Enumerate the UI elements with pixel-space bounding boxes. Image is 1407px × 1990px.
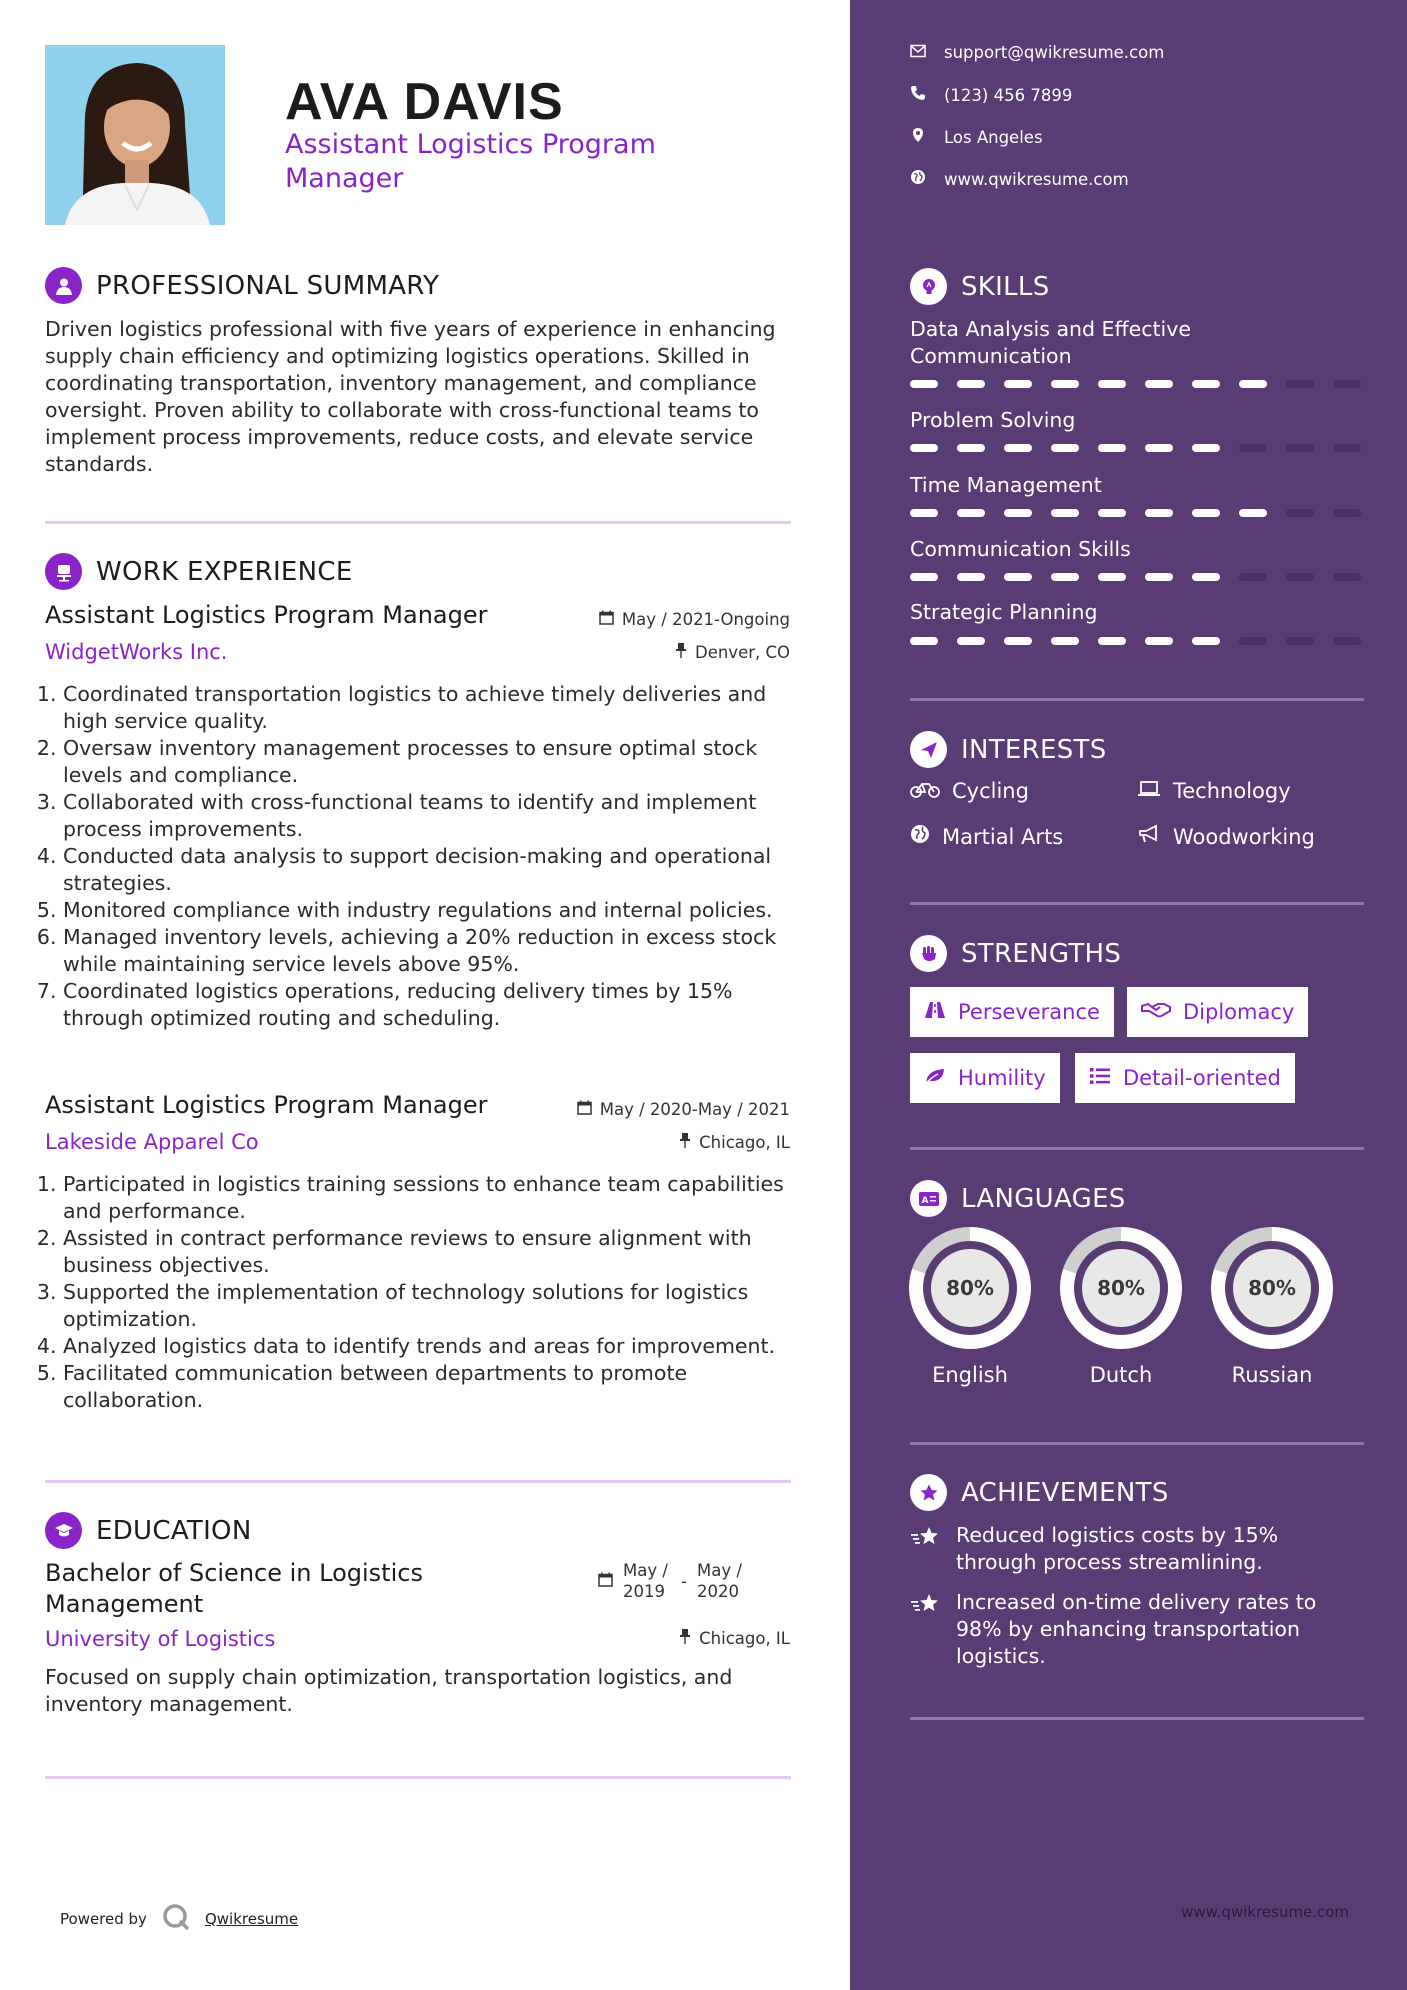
- list-item: 2. Assisted in contract performance reviews to ensure alignment with business objectives.: [63, 1225, 795, 1279]
- interest-item: [910, 779, 1029, 803]
- list-icon: [1089, 1066, 1111, 1090]
- date-separator: -: [681, 1572, 687, 1591]
- skill-dot-filled: [1051, 509, 1079, 517]
- list-item: 2. Oversaw inventory management processes to ensure optimal stock levels and compliance.: [63, 735, 795, 789]
- skill-name: Communication Skills: [910, 537, 1131, 561]
- language-percent: 80%: [1233, 1249, 1311, 1327]
- skill-dot-filled: [1145, 573, 1173, 581]
- handshake-icon: [1141, 1000, 1171, 1024]
- education-start: May / 2019: [623, 1561, 668, 1601]
- email-text: support@qwikresume.com: [944, 43, 1165, 62]
- sidebar-divider: [910, 1147, 1364, 1150]
- skill-dot-empty: [1286, 573, 1314, 581]
- skill-dot-empty: [1286, 444, 1314, 452]
- strength-pill: [910, 1053, 1060, 1103]
- section-divider: [45, 521, 791, 524]
- achievement-text: Reduced logistics costs by 15% through process streamlining.: [956, 1523, 1279, 1574]
- skill-dot-filled: [910, 573, 938, 581]
- job-date: [577, 1100, 790, 1119]
- skill-dot-filled: [1051, 380, 1079, 388]
- star-badge-icon: [910, 1474, 947, 1511]
- skill-dot-filled: [1004, 573, 1032, 581]
- calendar-icon: [599, 610, 614, 629]
- job-title: Assistant Logistics Program Manager: [45, 601, 488, 629]
- skill-dot-empty: [1239, 444, 1267, 452]
- skill-dot-filled: [1004, 637, 1032, 645]
- achievement-text: Increased on-time delivery rates to 98% by enhancing transportation logistics.: [956, 1590, 1317, 1668]
- sidebar-divider: [910, 1442, 1364, 1445]
- skill-dot-filled: [1145, 444, 1173, 452]
- skill-dot-filled: [1192, 573, 1220, 581]
- briefcase-icon: [45, 553, 82, 590]
- skill-rating: [910, 444, 1361, 452]
- skill-dot-filled: [957, 637, 985, 645]
- skill-dot-filled: [1004, 380, 1032, 388]
- job-date-text: May / 2020-May / 2021: [599, 1100, 790, 1119]
- job-title: Assistant Logistics Program Manager: [45, 1091, 488, 1119]
- achievements-header: [910, 1474, 1169, 1511]
- education-description: Focused on supply chain optimization, transportation logistics, and inventory management.: [45, 1665, 733, 1716]
- interest-label: Woodworking: [1173, 824, 1315, 849]
- skill-dot-filled: [910, 380, 938, 388]
- pin-icon: [679, 1629, 691, 1648]
- achievements-heading: ACHIEVEMENTS: [961, 1477, 1169, 1508]
- job-date: [599, 610, 790, 629]
- skill-dot-filled: [1239, 380, 1267, 388]
- qwikresume-link[interactable]: Qwikresume: [204, 1910, 299, 1928]
- fist-icon: [910, 935, 947, 972]
- skill-dot-empty: [1333, 637, 1361, 645]
- user-icon: [45, 267, 82, 304]
- skill-dot-filled: [910, 444, 938, 452]
- interests-header: [910, 731, 1107, 768]
- qwikresume-logo-icon: [161, 1902, 191, 1936]
- sidebar-divider: [910, 902, 1364, 905]
- interest-label: Martial Arts: [942, 824, 1064, 849]
- list-item: 5. Monitored compliance with industry regulations and internal policies.: [63, 897, 795, 924]
- language-ring: [909, 1227, 1031, 1349]
- interest-item: [910, 824, 1063, 849]
- skill-rating: [910, 509, 1361, 517]
- skill-rating: [910, 573, 1361, 581]
- interest-label: Technology: [1173, 779, 1291, 803]
- language-icon: [910, 1180, 947, 1217]
- strength-pill: [1127, 987, 1308, 1037]
- education-dates: [598, 1560, 745, 1602]
- education-header: [45, 1512, 252, 1549]
- candidate-name: AVA DAVIS: [285, 73, 564, 131]
- skill-dot-filled: [1192, 444, 1220, 452]
- phone-text: (123) 456 7899: [944, 85, 1073, 105]
- company-name: Lakeside Apparel Co: [45, 1130, 259, 1154]
- envelope-icon: [910, 43, 926, 62]
- job-date-text: May / 2021-Ongoing: [621, 610, 790, 629]
- list-item: 4. Conducted data analysis to support decision-making and operational strategies.: [63, 843, 795, 897]
- graduation-cap-icon: [45, 1512, 82, 1549]
- job-location: [679, 1133, 790, 1152]
- skill-dot-filled: [1098, 637, 1126, 645]
- contact-phone[interactable]: [910, 85, 1072, 105]
- pin-icon: [679, 1133, 691, 1152]
- strength-label: Perseverance: [958, 1000, 1100, 1024]
- list-item: 1. Participated in logistics training sessions to enhance team capabilities and performance.: [63, 1171, 795, 1225]
- language-name: English: [932, 1363, 1008, 1387]
- list-item: 3. Collaborated with cross-functional teams to identify and implement process improvements.: [63, 789, 795, 843]
- experience-header: [45, 553, 353, 590]
- globe-icon: [910, 169, 926, 189]
- skill-dot-filled: [1004, 444, 1032, 452]
- job-duties: [45, 681, 795, 1032]
- skill-dot-empty: [1333, 509, 1361, 517]
- list-item: 3. Supported the implementation of technology solutions for logistics optimization.: [63, 1279, 795, 1333]
- strength-label: Detail-oriented: [1123, 1066, 1281, 1090]
- section-divider: [45, 1776, 791, 1779]
- company-name: WidgetWorks Inc.: [45, 640, 228, 664]
- skill-dot-filled: [1145, 637, 1173, 645]
- experience-heading: WORK EXPERIENCE: [96, 556, 353, 587]
- skill-dot-filled: [957, 380, 985, 388]
- skill-dot-filled: [957, 444, 985, 452]
- shooting-star-icon: [910, 1525, 942, 1576]
- skill-dot-filled: [1145, 380, 1173, 388]
- skill-dot-empty: [1333, 573, 1361, 581]
- bicycle-icon: [910, 779, 940, 803]
- school-name: University of Logistics: [45, 1627, 276, 1651]
- location-text: Los Angeles: [944, 127, 1043, 147]
- strength-label: Humility: [958, 1066, 1046, 1090]
- skill-dot-filled: [1239, 509, 1267, 517]
- job-location-text: Denver, CO: [694, 643, 790, 662]
- strengths-heading: STRENGTHS: [961, 938, 1122, 969]
- education-end: May / 2020: [696, 1561, 742, 1601]
- powered-by-label: Powered by: [60, 1910, 147, 1928]
- job-location-text: Chicago, IL: [699, 1133, 790, 1152]
- skill-dot-filled: [1098, 573, 1126, 581]
- skill-dot-filled: [1051, 444, 1079, 452]
- skill-dot-filled: [1004, 509, 1032, 517]
- language-percent: 80%: [931, 1249, 1009, 1327]
- skill-dot-empty: [1239, 573, 1267, 581]
- road-icon: [924, 1000, 946, 1024]
- skill-dot-filled: [1098, 380, 1126, 388]
- skill-name: Problem Solving: [910, 408, 1076, 432]
- school-location-text: Chicago, IL: [699, 1629, 790, 1648]
- skill-dot-empty: [1286, 637, 1314, 645]
- powered-by: [60, 1902, 298, 1936]
- interests-heading: INTERESTS: [961, 734, 1107, 765]
- skill-dot-filled: [957, 573, 985, 581]
- interest-item: [1137, 824, 1315, 849]
- map-marker-icon: [910, 127, 926, 147]
- list-item: 4. Analyzed logistics data to identify trends and areas for improvement.: [63, 1333, 795, 1360]
- strength-pill: [910, 987, 1114, 1037]
- interest-label: Cycling: [952, 779, 1029, 803]
- skill-name: Data Analysis and Effective Communication: [910, 317, 1191, 368]
- skill-rating: [910, 380, 1361, 388]
- list-item: 7. Coordinated logistics operations, reducing delivery times by 15% through optimized routing and scheduling.: [63, 978, 795, 1032]
- summary-header: [45, 267, 439, 304]
- job-location: [675, 643, 790, 662]
- calendar-icon: [577, 1100, 592, 1119]
- strength-pill: [1075, 1053, 1295, 1103]
- school-location: [679, 1629, 790, 1648]
- profile-photo: [45, 45, 225, 225]
- language-name: Dutch: [1089, 1363, 1153, 1387]
- contact-website[interactable]: [910, 169, 1129, 189]
- globe-icon: [910, 824, 930, 849]
- interest-item: [1137, 779, 1291, 803]
- skill-name: Time Management: [910, 473, 1102, 497]
- education-heading: EDUCATION: [96, 1515, 252, 1546]
- pin-icon: [675, 643, 687, 662]
- candidate-title: Assistant Logistics Program Manager: [285, 129, 656, 194]
- list-item: 6. Managed inventory levels, achieving a 20% reduction in excess stock while maintaining service levels above 95%.: [63, 924, 795, 978]
- skill-dot-empty: [1286, 380, 1314, 388]
- language-ring: [1211, 1227, 1333, 1349]
- skill-dot-filled: [1098, 444, 1126, 452]
- laptop-icon: [1137, 779, 1161, 803]
- skill-dot-filled: [1192, 380, 1220, 388]
- contact-location: [910, 127, 1043, 147]
- skill-dot-filled: [957, 509, 985, 517]
- job-duties: [45, 1171, 795, 1414]
- summary-text: Driven logistics professional with five years of experience in enhancing supply chain efficiency and optimizing logistics operations. Skilled in coordinating transportation, inventory management, and compliance oversight. Proven ability to collaborate with cross-functional teams to implement process improvements, reduce costs, and elevate service standards.: [45, 317, 776, 476]
- list-item: 5. Facilitated communication between departments to promote collaboration.: [63, 1360, 795, 1414]
- skill-dot-empty: [1333, 380, 1361, 388]
- shooting-star-icon: [910, 1592, 942, 1670]
- skill-dot-filled: [1051, 573, 1079, 581]
- achievement-item: [910, 1522, 1350, 1576]
- sidebar-divider: [910, 1717, 1364, 1720]
- skill-dot-empty: [1286, 509, 1314, 517]
- skill-dot-empty: [1239, 637, 1267, 645]
- languages-heading: LANGUAGES: [961, 1183, 1126, 1214]
- strength-label: Diplomacy: [1183, 1000, 1295, 1024]
- svg-text:A: A: [921, 1195, 928, 1206]
- skill-dot-empty: [1333, 444, 1361, 452]
- skills-heading: SKILLS: [961, 271, 1050, 302]
- skills-header: [910, 268, 1050, 305]
- skill-dot-filled: [910, 637, 938, 645]
- achievement-item: [910, 1589, 1350, 1670]
- language-name: Russian: [1231, 1363, 1313, 1387]
- footer-website[interactable]: www.qwikresume.com: [1181, 1903, 1349, 1921]
- skill-dot-filled: [1192, 637, 1220, 645]
- summary-heading: PROFESSIONAL SUMMARY: [96, 270, 440, 301]
- skill-dot-filled: [1098, 509, 1126, 517]
- degree-title: Bachelor of Science in Logistics Management: [45, 1559, 423, 1618]
- languages-header: [910, 1180, 1126, 1217]
- language-percent: 80%: [1082, 1249, 1160, 1327]
- skill-dot-filled: [1051, 637, 1079, 645]
- calendar-icon: [598, 1572, 613, 1602]
- website-text: www.qwikresume.com: [944, 169, 1129, 189]
- paper-plane-icon: [910, 731, 947, 768]
- skill-dot-filled: [1192, 509, 1220, 517]
- skill-rating: [910, 637, 1361, 645]
- lightbulb-icon: [910, 268, 947, 305]
- bullhorn-icon: [1137, 824, 1161, 849]
- skill-dot-filled: [1145, 509, 1173, 517]
- list-item: 1. Coordinated transportation logistics to achieve timely deliveries and high service quality.: [63, 681, 795, 735]
- leaf-icon: [924, 1066, 946, 1090]
- strengths-header: [910, 935, 1121, 972]
- phone-icon: [910, 85, 926, 105]
- language-ring: [1060, 1227, 1182, 1349]
- section-divider: [45, 1480, 791, 1483]
- skill-dot-filled: [910, 509, 938, 517]
- contact-email[interactable]: [910, 43, 1164, 62]
- sidebar-divider: [910, 698, 1364, 701]
- skill-name: Strategic Planning: [910, 600, 1098, 624]
